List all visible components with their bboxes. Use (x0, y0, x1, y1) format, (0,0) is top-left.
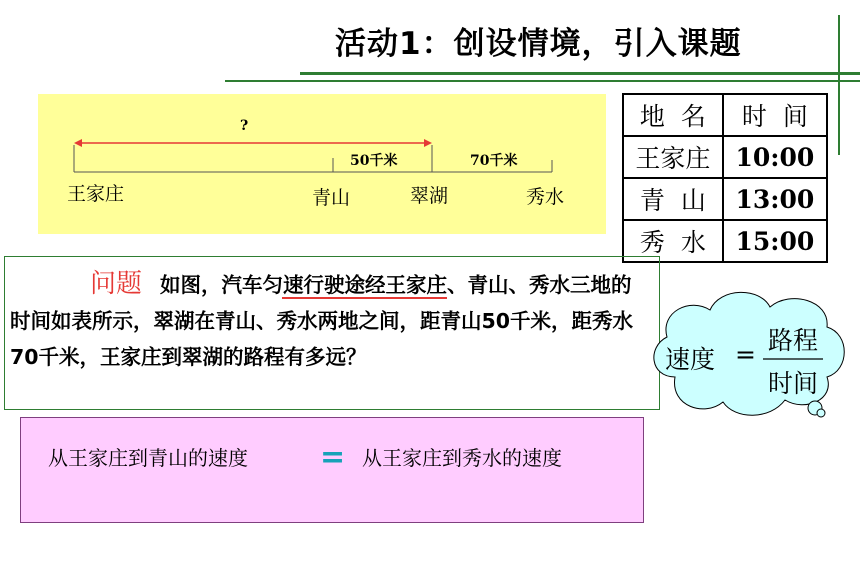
table-cell-place: 王家庄 (623, 136, 723, 178)
table-cell-time: 15:00 (723, 220, 827, 262)
table-header-time: 时 间 (723, 94, 827, 136)
place-qingshan: 青山 (312, 187, 351, 209)
arrow-head-right (424, 139, 432, 147)
formula-time: 时间 (768, 369, 819, 398)
formula-equals: = (735, 340, 756, 369)
table-header-row (623, 94, 827, 136)
cloud-bubble-small (817, 409, 825, 417)
question-paragraph (10, 266, 650, 375)
place-cuihu: 翠湖 (410, 185, 449, 207)
unknown-distance-label: ? (240, 118, 249, 134)
formula-speed: 速度 (665, 345, 716, 374)
table-row (623, 136, 827, 178)
place-wangjiazhuang: 王家庄 (67, 183, 125, 205)
place-xiushui: 秀水 (526, 186, 565, 208)
equation-left: 从王家庄到青山的速度 (48, 446, 248, 470)
arrow-head-left (74, 139, 82, 147)
table-cell-time: 13:00 (723, 178, 827, 220)
segment-qingshan-cuihu-label: 50千米 (350, 153, 398, 169)
equation-right: 从王家庄到秀水的速度 (362, 446, 562, 470)
page-title: 活动1：创设情境，引入课题 (335, 26, 742, 62)
table-cell-place: 青 山 (623, 178, 723, 220)
table-cell-time: 10:00 (723, 136, 827, 178)
formula-distance: 路程 (768, 326, 819, 355)
time-table (622, 93, 828, 263)
table-header-place: 地 名 (623, 94, 723, 136)
highlight-underline (282, 297, 447, 299)
question-label: 问题 (90, 269, 143, 299)
table-row (623, 178, 827, 220)
table-cell-place: 秀 水 (623, 220, 723, 262)
segment-cuihu-xiushui-label: 70千米 (470, 153, 518, 169)
equation-sign: = (320, 440, 346, 475)
question-text: 如图，汽车匀速行驶途经王家庄、青山、秀水三地的时间如表所示，翠湖在青山、秀水两地之间，距青山50千米，距秀水70千米，王家庄到翠湖的路程有多远？ (10, 273, 634, 369)
